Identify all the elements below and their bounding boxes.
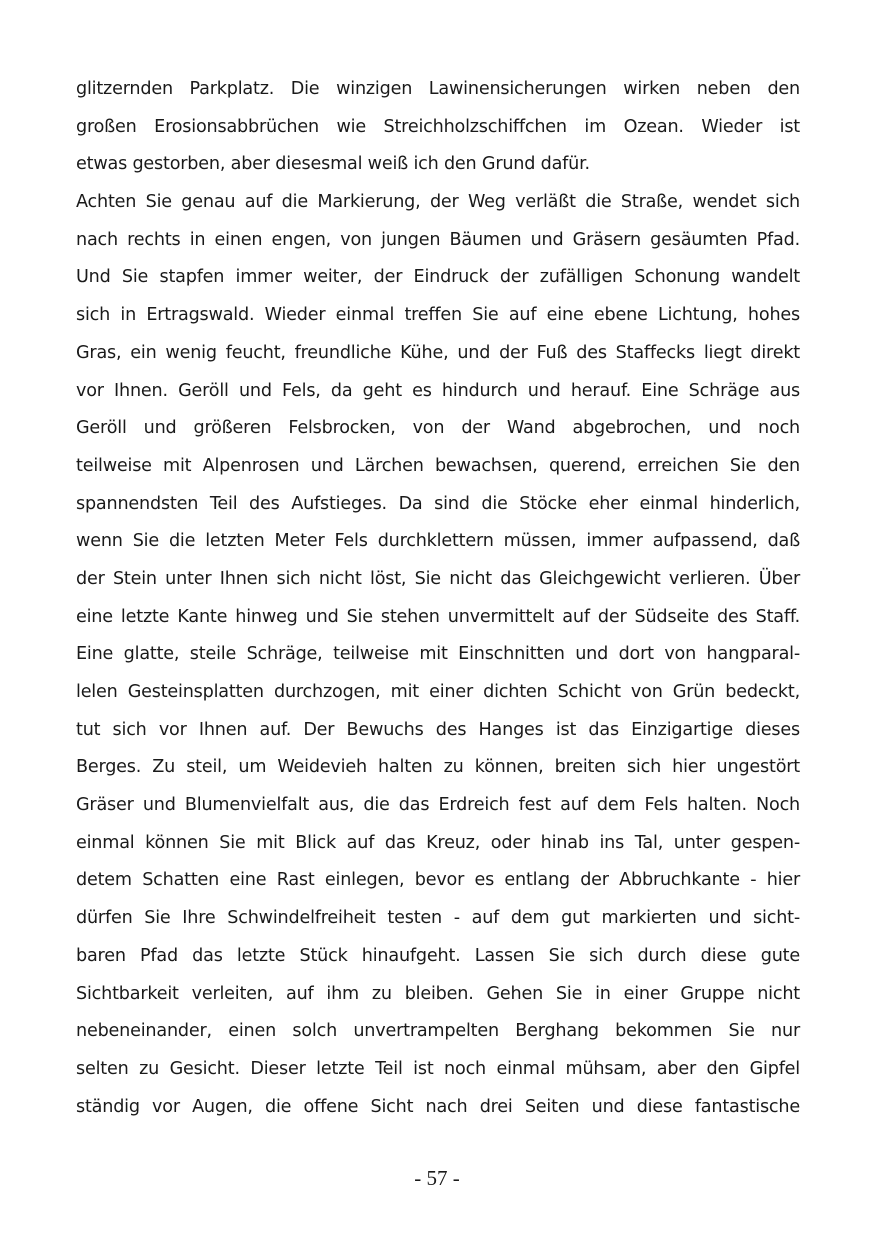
text-line: der Stein unter Ihnen sich nicht löst, Sie nicht das Gleichgewicht verlieren. Über <box>76 568 800 589</box>
text-line: Geröll und größeren Felsbrocken, von der Wand abgebrochen, und noch <box>76 418 800 439</box>
text-line: ständig vor Augen, die offene Sicht nach drei Seiten und diese fantastische <box>76 1096 800 1117</box>
text-line: teilweise mit Alpenrosen und Lärchen bewachsen, querend, erreichen Sie den <box>76 455 800 476</box>
text-line: nach rechts in einen engen, von jungen Bäumen und Gräsern gesäumten Pfad. <box>76 229 800 250</box>
page-number: - 57 - <box>414 1166 460 1190</box>
text-line: Und Sie stapfen immer weiter, der Eindruck der zufälligen Schonung wandelt <box>76 267 800 288</box>
text-line: Eine glatte, steile Schräge, teilweise mit Einschnitten und dort von hangparal- <box>76 644 800 665</box>
text-line: baren Pfad das letzte Stück hinaufgeht. Lassen Sie sich durch diese gute <box>76 945 800 966</box>
text-line: großen Erosionsabbrüchen wie Streichholzschiffchen im Ozean. Wieder ist <box>76 116 800 137</box>
text-line: Berges. Zu steil, um Weidevieh halten zu können, breiten sich hier ungestört <box>76 757 800 778</box>
text-line: nebeneinander, einen solch unvertrampelten Berghang bekommen Sie nur <box>76 1021 800 1042</box>
text-line: Gras, ein wenig feucht, freundliche Kühe, und der Fuß des Staffecks liegt direkt <box>76 342 800 363</box>
text-line: Gräser und Blumenvielfalt aus, die das Erdreich fest auf dem Fels halten. Noch <box>76 795 800 816</box>
text-line: sich in Ertragswald. Wieder einmal treffen Sie auf eine ebene Lichtung, hohes <box>76 305 800 326</box>
text-line: tut sich vor Ihnen auf. Der Bewuchs des Hanges ist das Einzigartige dieses <box>76 719 800 740</box>
text-line: glitzernden Parkplatz. Die winzigen Lawinensicherungen wirken neben den <box>76 79 800 99</box>
text-line: selten zu Gesicht. Dieser letzte Teil ist noch einmal mühsam, aber den Gipfel <box>76 1058 800 1079</box>
paragraph-2 <box>76 184 800 1126</box>
text-line: Achten Sie genau auf die Markierung, der Weg verläßt die Straße, wendet sich <box>76 192 800 213</box>
text-line: detem Schatten eine Rast einlegen, bevor es entlang der Abbruchkante - hier <box>76 870 800 891</box>
text-line: vor Ihnen. Geröll und Fels, da geht es hindurch und herauf. Eine Schräge aus <box>76 380 800 401</box>
text-line: eine letzte Kante hinweg und Sie stehen unvermittelt auf der Südseite des Staff. <box>76 606 800 627</box>
text-line: spannendsten Teil des Aufstieges. Da sind die Stöcke eher einmal hinderlich, <box>76 493 800 514</box>
text-line: lelen Gesteinsplatten durchzogen, mit einer dichten Schicht von Grün bedeckt, <box>76 682 800 702</box>
text-line: etwas gestorben, aber diesesmal weiß ich den Grund dafür. <box>76 154 590 175</box>
text-line: dürfen Sie Ihre Schwindelfreiheit testen - auf dem gut markierten und sicht- <box>76 908 800 929</box>
text-line: wenn Sie die letzten Meter Fels durchklettern müssen, immer aufpassend, daß <box>76 531 800 552</box>
body-text <box>76 71 800 1126</box>
paragraph-1 <box>76 71 800 184</box>
text-line: Sichtbarkeit verleiten, auf ihm zu bleiben. Gehen Sie in einer Gruppe nicht <box>76 983 800 1004</box>
text-line: einmal können Sie mit Blick auf das Kreuz, oder hinab ins Tal, unter gespen- <box>76 832 800 853</box>
